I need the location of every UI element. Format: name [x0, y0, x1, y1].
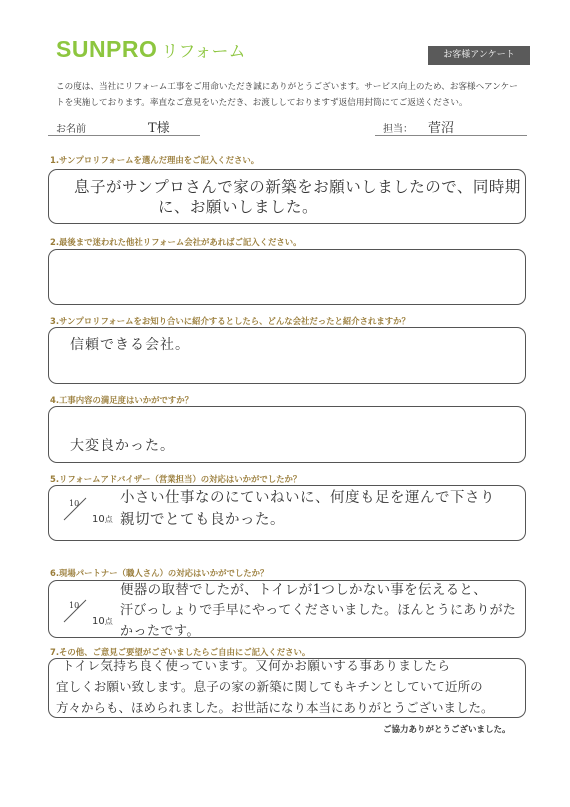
- sunpro-logo: [56, 36, 246, 63]
- answer-7-line-1: トイレ気持ち良く使っています。又何かお願いする事ありましたら: [62, 658, 451, 673]
- staff-value: 菅沼: [428, 121, 455, 136]
- question-2-label: 2.最後まで迷われた他社リフォーム会社があればご記入ください。: [50, 237, 302, 247]
- answer-1-line-2: に、お願いしました。: [158, 198, 319, 216]
- logo-subtext: リフォーム: [161, 42, 246, 61]
- question-3-label: 3.サンプロリフォームをお知り合いに紹介するとしたら、どんな会社だったと紹介されますか？: [50, 316, 410, 326]
- answer-5-line-2: 親切でとても良かった。: [120, 512, 285, 528]
- score-6-max: 10点: [92, 616, 113, 627]
- score-5-value: 10: [69, 499, 80, 508]
- answer-6-line-3: かったです。: [120, 624, 200, 639]
- score-6-value: 10: [69, 601, 80, 610]
- thanks-footer: ご協力ありがとうございました。: [383, 725, 511, 735]
- answer-1-line-1: 息子がサンプロさんで家の新築をお願いしましたので、同時期: [74, 178, 521, 196]
- question-1-label: 1.サンプロリフォームを選んだ理由をご記入ください。: [50, 155, 260, 165]
- answer-6-line-2: 汗びっしょりで手早にやってくださいました。ほんとうにありがた: [120, 603, 517, 618]
- name-label: お名前: [56, 124, 86, 135]
- logo-text: SUNPRO: [56, 36, 158, 62]
- name-value: T様: [148, 121, 170, 136]
- answer-7-line-2: 宜しくお願い致します。息子の家の新築に関してもキチンとしていて近所の: [56, 679, 483, 694]
- intro-text: この度は、当社にリフォーム工事をご用命いただき誠にありがとうございます。サービス向上のため、お客様へアンケートを実施しております。率直なご意見をいただき、お渡ししておりますず返信用封筒にてご返送ください。: [56, 82, 518, 108]
- answer-box-2: [48, 249, 526, 305]
- staff-underline: [375, 135, 527, 136]
- answer-7-line-3: 方々からも、ほめられました。お世話になり本当にありがとうございました。: [56, 700, 494, 715]
- score-5-max: 10点: [92, 514, 113, 525]
- question-5-label: 5.リフォームアドバイザー（営業担当）の対応はいかがでしたか？: [50, 474, 302, 484]
- staff-label: 担当：: [383, 124, 413, 135]
- question-4-label: 4.工事内容の満足度はいかがですか？: [50, 395, 194, 405]
- survey-tag: お客様アンケート: [428, 46, 530, 65]
- answer-4-line-1: 大変良かった。: [70, 438, 175, 454]
- answer-3-line-1: 信頼できる会社。: [70, 337, 190, 353]
- question-6-label: 6.現場パートナー（職人さん）の対応はいかがでしたか？: [50, 568, 269, 578]
- answer-5-line-1: 小さい仕事なのにていねいに、何度も足を運んで下さり: [120, 490, 495, 506]
- name-underline: [48, 135, 200, 136]
- answer-6-line-1: 便器の取替でしたが、トイレが1つしかない事を伝えると、: [120, 582, 488, 598]
- question-7-label: 7.その他、ご意見ご要望がございましたらご自由にご記入ください。: [50, 647, 311, 657]
